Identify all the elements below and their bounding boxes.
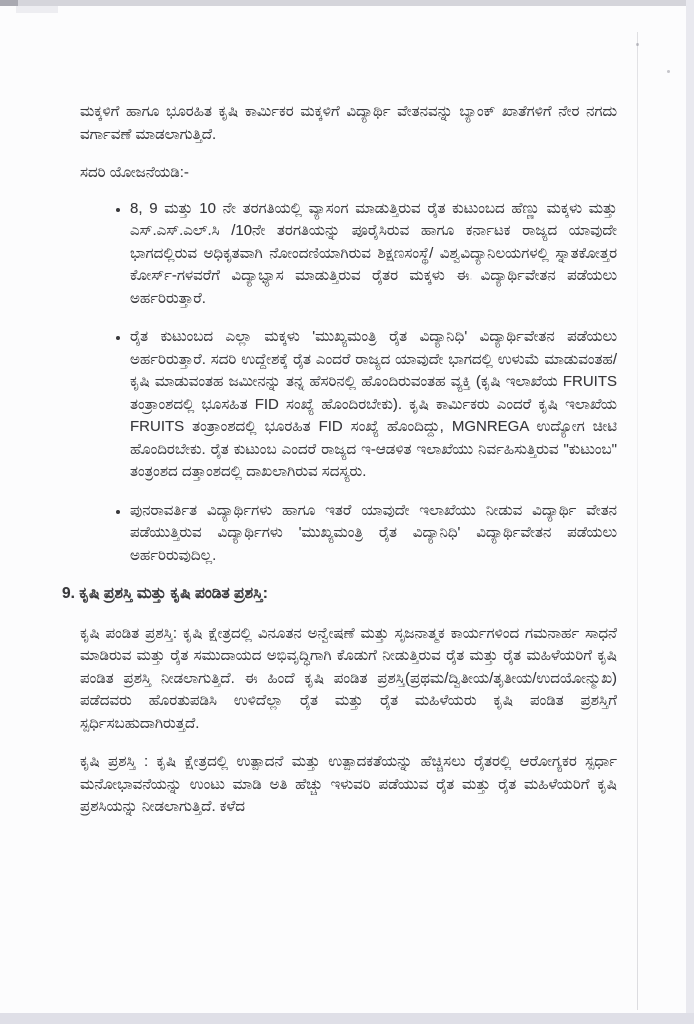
scan-edge-top (0, 0, 694, 6)
scheme-lead-line: ಸದರಿ ಯೋಜನೆಯಡಿ:- (80, 164, 189, 181)
scheme-bullet-eligibility: • 8, 9 ಮತ್ತು 10 ನೇ ತರಗತಿಯಲ್ಲಿ ವ್ಯಾಸಂಗ ಮಾಡುತ್ತಿರುವ ರೈತ ಕುಟುಂಬದ ಹೆಣ್ಣು ಮಕ್ಕಳು ಮತ್ತು ಎಸ್.ಎಸ್.ಎಲ್.ಸಿ /10ನೇ ತರಗತಿಯನ್ನು ಪೂರೈಸಿರುವ ಹಾಗೂ ಕರ್ನಾಟಕ ರಾಜ್ಯದ ಯಾವುದೇ ಭಾಗದಲ್ಲಿರುವ ಅಧಿಕೃತವಾಗಿ ನೋಂದಣಿಯಾಗಿರುವ ಶಿಕ್ಷಣಸಂಸ್ಥೆ/ ವಿಶ್ವವಿದ್ಯಾನಿಲಯಗಳಲ್ಲಿ ಸ್ನಾತಕೋತ್ತರ ಕೋರ್ಸ್-ಗಳವರೆಗೆ ವಿದ್ಯಾಭ್ಯಾಸ ಮಾಡುತ್ತಿರುವ ರೈತರ ಮಕ್ಕಳು ಈ ವಿದ್ಯಾರ್ಥಿವೇತನ ಪಡೆಯಲು ಅರ್ಹರಿರುತ್ತಾರೆ. (130, 198, 617, 311)
krishi-prashasti-paragraph: ಕೃಷಿ ಪ್ರಶಸ್ತಿ : ಕೃಷಿ ಕ್ಷೇತ್ರದಲ್ಲಿ ಉತ್ಪಾದನೆ ಮತ್ತು ಉತ್ಪಾದಕತೆಯನ್ನು ಹೆಚ್ಚಿಸಲು ರೈತರಲ್ಲಿ ಆರೋಗ್ಯಕರ ಸ್ಪರ್ಧಾ ಮನೋಭಾವನೆಯನ್ನು ಉಂಟು ಮಾಡಿ ಅತಿ ಹೆಚ್ಚು ಇಳುವರಿ ಪಡೆಯುವ ರೈತ ಮತ್ತು ರೈತ ಮಹಿಳೆಯರಿಗೆ ಕೃಷಿ ಪ್ರಶಸಿಯನ್ನು ನೀಡಲಾಗುತ್ತಿದೆ. ಕಳೆದ (80, 753, 617, 815)
scan-edge-bottom (0, 1013, 694, 1024)
section-9-heading: 9. ಕೃಷಿ ಪ್ರಶಸ್ತಿ ಮತ್ತು ಕೃಷಿ ಪಂಡಿತ ಪ್ರಶಸ್ತಿ: (62, 585, 268, 602)
krishi-pandita-paragraph: ಕೃಷಿ ಪಂಡಿತ ಪ್ರಶಸ್ತಿ: ಕೃಷಿ ಕ್ಷೇತ್ರದಲ್ಲಿ ವಿನೂತನ ಅನ್ವೇಷಣೆ ಮತ್ತು ಸೃಜನಾತ್ಮಕ ಕಾರ್ಯಗಳಿಂದ ಗಮನಾರ್ಹ ಸಾಧನೆ ಮಾಡಿರುವ ಮತ್ತು ರೈತ ಸಮುದಾಯದ ಅಭಿವೃದ್ಧಿಗಾಗಿ ಕೊಡುಗೆ ನೀಡುತ್ತಿರುವ ರೈತ ಮತ್ತು ರೈತ ಮಹಿಳೆಯರಿಗೆ ಕೃಷಿ ಪಂಡಿತ ಪ್ರಶಸ್ತಿ ನೀಡಲಾಗುತ್ತಿದೆ. ಈ ಹಿಂದೆ ಕೃಷಿ ಪಂಡಿತ ಪ್ರಶಸ್ತಿ(ಪ್ರಥಮ/ದ್ವಿತೀಯ/ತೃತೀಯ/ಉದಯೋನ್ಮುಖ) ಪಡೆದವರು ಹೊರತುಪಡಿಸಿ ಉಳಿದೆಲ್ಲಾ ರೈತ ಮತ್ತು ರೈತ ಮಹಿಳೆಯರು ಕೃಷಿ ಪಂಡಿತ ಪ್ರಶಸ್ತಿಗೆ ಸ್ಪರ್ಧಿಸಬಹುದಾಗಿರುತ್ತದೆ. (80, 624, 617, 732)
scan-edge-top-notch (16, 6, 58, 13)
scan-edge-right (686, 0, 694, 1013)
page-edge-crease-line (637, 32, 638, 1010)
scheme-bullet-list (80, 198, 617, 568)
scheme-bullet-exclusions: • ಪುನರಾವರ್ತಿತ ವಿದ್ಯಾರ್ಥಿಗಳು ಹಾಗೂ ಇತರೆ ಯಾವುದೇ ಇಲಾಖೆಯು ನೀಡುವ ವಿದ್ಯಾರ್ಥಿ ವೇತನ ಪಡೆಯುತ್ತಿರುವ ವಿದ್ಯಾರ್ಥಿಗಳು 'ಮುಖ್ಯಮಂತ್ರಿ ರೈತ ವಿದ್ಯಾನಿಧಿ' ವಿದ್ಯಾರ್ಥಿವೇತನ ಪಡೆಯಲು ಅರ್ಹರಿರುವುದಿಲ್ಲ. (130, 500, 617, 568)
document-body (62, 101, 617, 835)
intro-paragraph: ಮಕ್ಕಳಿಗೆ ಹಾಗೂ ಭೂರಹಿತ ಕೃಷಿ ಕಾರ್ಮಿಕರ ಮಕ್ಕಳಿಗೆ ವಿದ್ಯಾರ್ಥಿ ವೇತನವನ್ನು ಬ್ಯಾಂಕ್ ಖಾತೆಗಳಿಗೆ ನೇರ ನಗದು ವರ್ಗಾವಣೆ ಮಾಡಲಾಗುತ್ತಿದೆ. (80, 103, 617, 143)
scheme-bullet-farmer-definition: • ರೈತ ಕುಟುಂಬದ ಎಲ್ಲಾ ಮಕ್ಕಳು 'ಮುಖ್ಯಮಂತ್ರಿ ರೈತ ವಿದ್ಯಾನಿಧಿ' ವಿದ್ಯಾರ್ಥಿವೇತನ ಪಡೆಯಲು ಅರ್ಹರಿರುತ್ತಾರೆ. ಸದರಿ ಉದ್ದೇಶಕ್ಕೆ ರೈತ ಎಂದರೆ ರಾಜ್ಯದ ಯಾವುದೇ ಭಾಗದಲ್ಲಿ ಉಳುಮೆ ಮಾಡುವಂತಹ/ ಕೃಷಿ ಮಾಡುವಂತಹ ಜಮೀನನ್ನು ತನ್ನ ಹೆಸರಿನಲ್ಲಿ ಹೊಂದಿರುವಂತಹ ವ್ಯಕ್ತಿ (ಕೃಷಿ ಇಲಾಖೆಯ FRUITS ತಂತ್ರಾಂಶದಲ್ಲಿ ಭೂಸಹಿತ FID ಸಂಖ್ಯೆ ಹೊಂದಿರಬೇಕು). ಕೃಷಿ ಕಾರ್ಮಿಕರು ಎಂದರೆ ಕೃಷಿ ಇಲಾಖೆಯ FRUITS ತಂತ್ರಾಂಶದಲ್ಲಿ ಭೂರಹಿತ FID ಸಂಖ್ಯೆ ಹೊಂದಿದ್ದು, MGNREGA ಉದ್ಯೋಗ ಚೀಟಿ ಹೊಂದಿರಬೇಕು. ರೈತ ಕುಟುಂಬ ಎಂದರೆ ರಾಜ್ಯದ ಇ-ಆಡಳಿತ ಇಲಾಖೆಯು ನಿರ್ವಹಿಸುತ್ತಿರುವ "ಕುಟುಂಬ" ತಂತ್ರಂಶದ ದತ್ತಾಂಶದಲ್ಲಿ ದಾಖಲಾಗಿರುವ ಸದಸ್ಯರು. (130, 326, 617, 484)
scan-noise-speck (636, 43, 639, 46)
scan-noise-speck (667, 70, 670, 73)
